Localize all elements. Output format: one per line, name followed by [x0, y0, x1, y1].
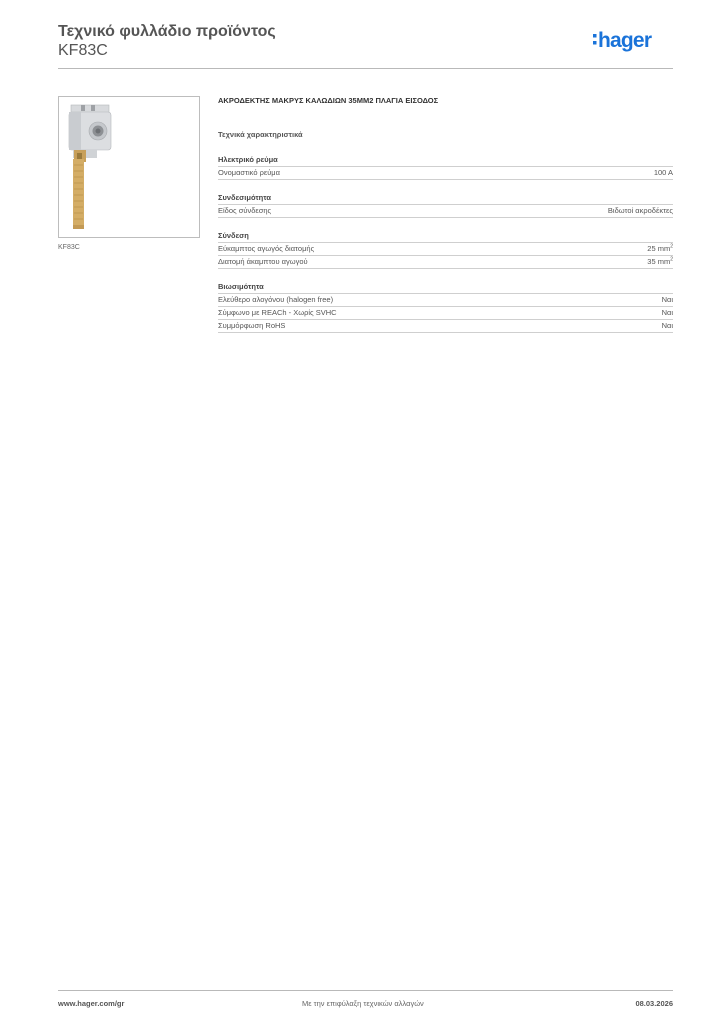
spec-value-text: 35 mm [647, 257, 671, 266]
spec-row [218, 320, 673, 333]
unit-superscript: 2 [670, 243, 673, 250]
spec-value: 100 A [653, 168, 673, 177]
spec-value [647, 243, 673, 255]
spec-row [218, 205, 673, 218]
footer-divider [58, 990, 673, 991]
spec-value: Ναι [661, 308, 673, 317]
product-description: ΑΚΡΟΔΕΚΤΗΣ ΜΑΚΡΥΣ ΚΑΛΩΔΙΩΝ 35ΜΜ2 ΠΛΑΓΙΑ ΕΙΣΟΔΟΣ [218, 96, 439, 105]
spec-value: Βιδωτοί ακροδέκτες [607, 206, 673, 215]
spec-group-sustainability [218, 281, 673, 333]
footer-website-link[interactable]: www.hager.com/gr [58, 999, 125, 1008]
image-caption: KF83C [58, 244, 80, 251]
product-image [59, 97, 201, 239]
spec-value: Ναι [661, 295, 673, 304]
document-header [58, 22, 276, 61]
spec-label: Διατομή άκαμπτου αγωγού [218, 257, 308, 266]
spec-row [218, 307, 673, 320]
spec-label: Εύκαμπτος αγωγός διατομής [218, 244, 315, 253]
header-divider [58, 68, 673, 69]
spec-row [218, 256, 673, 269]
spec-content [218, 96, 673, 333]
spec-value-text: 25 mm [647, 244, 671, 253]
spec-label: Συμμόρφωση RoHS [218, 321, 286, 330]
spec-label: Σύμφωνο με REACh - Χωρίς SVHC [218, 308, 337, 317]
spec-value [647, 256, 673, 268]
spec-label: Ελεύθερο αλογόνου (halogen free) [218, 295, 334, 304]
spec-label: Ονομαστικό ρεύμα [218, 168, 280, 177]
unit-superscript: 2 [670, 256, 673, 263]
spec-group-title: Σύνδεση [218, 230, 673, 243]
spec-value: Ναι [661, 321, 673, 330]
technical-section-title: Τεχνικά χαρακτηριστικά [218, 130, 303, 139]
product-code: KF83C [58, 42, 108, 59]
logo-text: hager [598, 29, 652, 52]
spec-row [218, 167, 673, 180]
spec-group-connectivity [218, 192, 673, 218]
spec-group-title: Ηλεκτρικό ρεύμα [218, 154, 673, 167]
spec-group-title: Βιωσιμότητα [218, 281, 673, 294]
hager-logo [593, 24, 673, 58]
spec-group-title: Συνδεσιμότητα [218, 192, 673, 205]
spec-label: Είδος σύνδεσης [218, 206, 272, 215]
document-title: Τεχνικό φυλλάδιο προϊόντος [58, 23, 276, 40]
spec-row [218, 294, 673, 307]
spec-row [218, 243, 673, 256]
footer-date: 08.03.2026 [635, 999, 673, 1008]
footer-notice: Με την επιφύλαξη τεχνικών αλλαγών [302, 999, 424, 1008]
spec-group-electrical [218, 154, 673, 180]
spec-group-connection [218, 230, 673, 269]
hager-logo-icon [593, 24, 673, 58]
product-image-frame [58, 96, 200, 238]
